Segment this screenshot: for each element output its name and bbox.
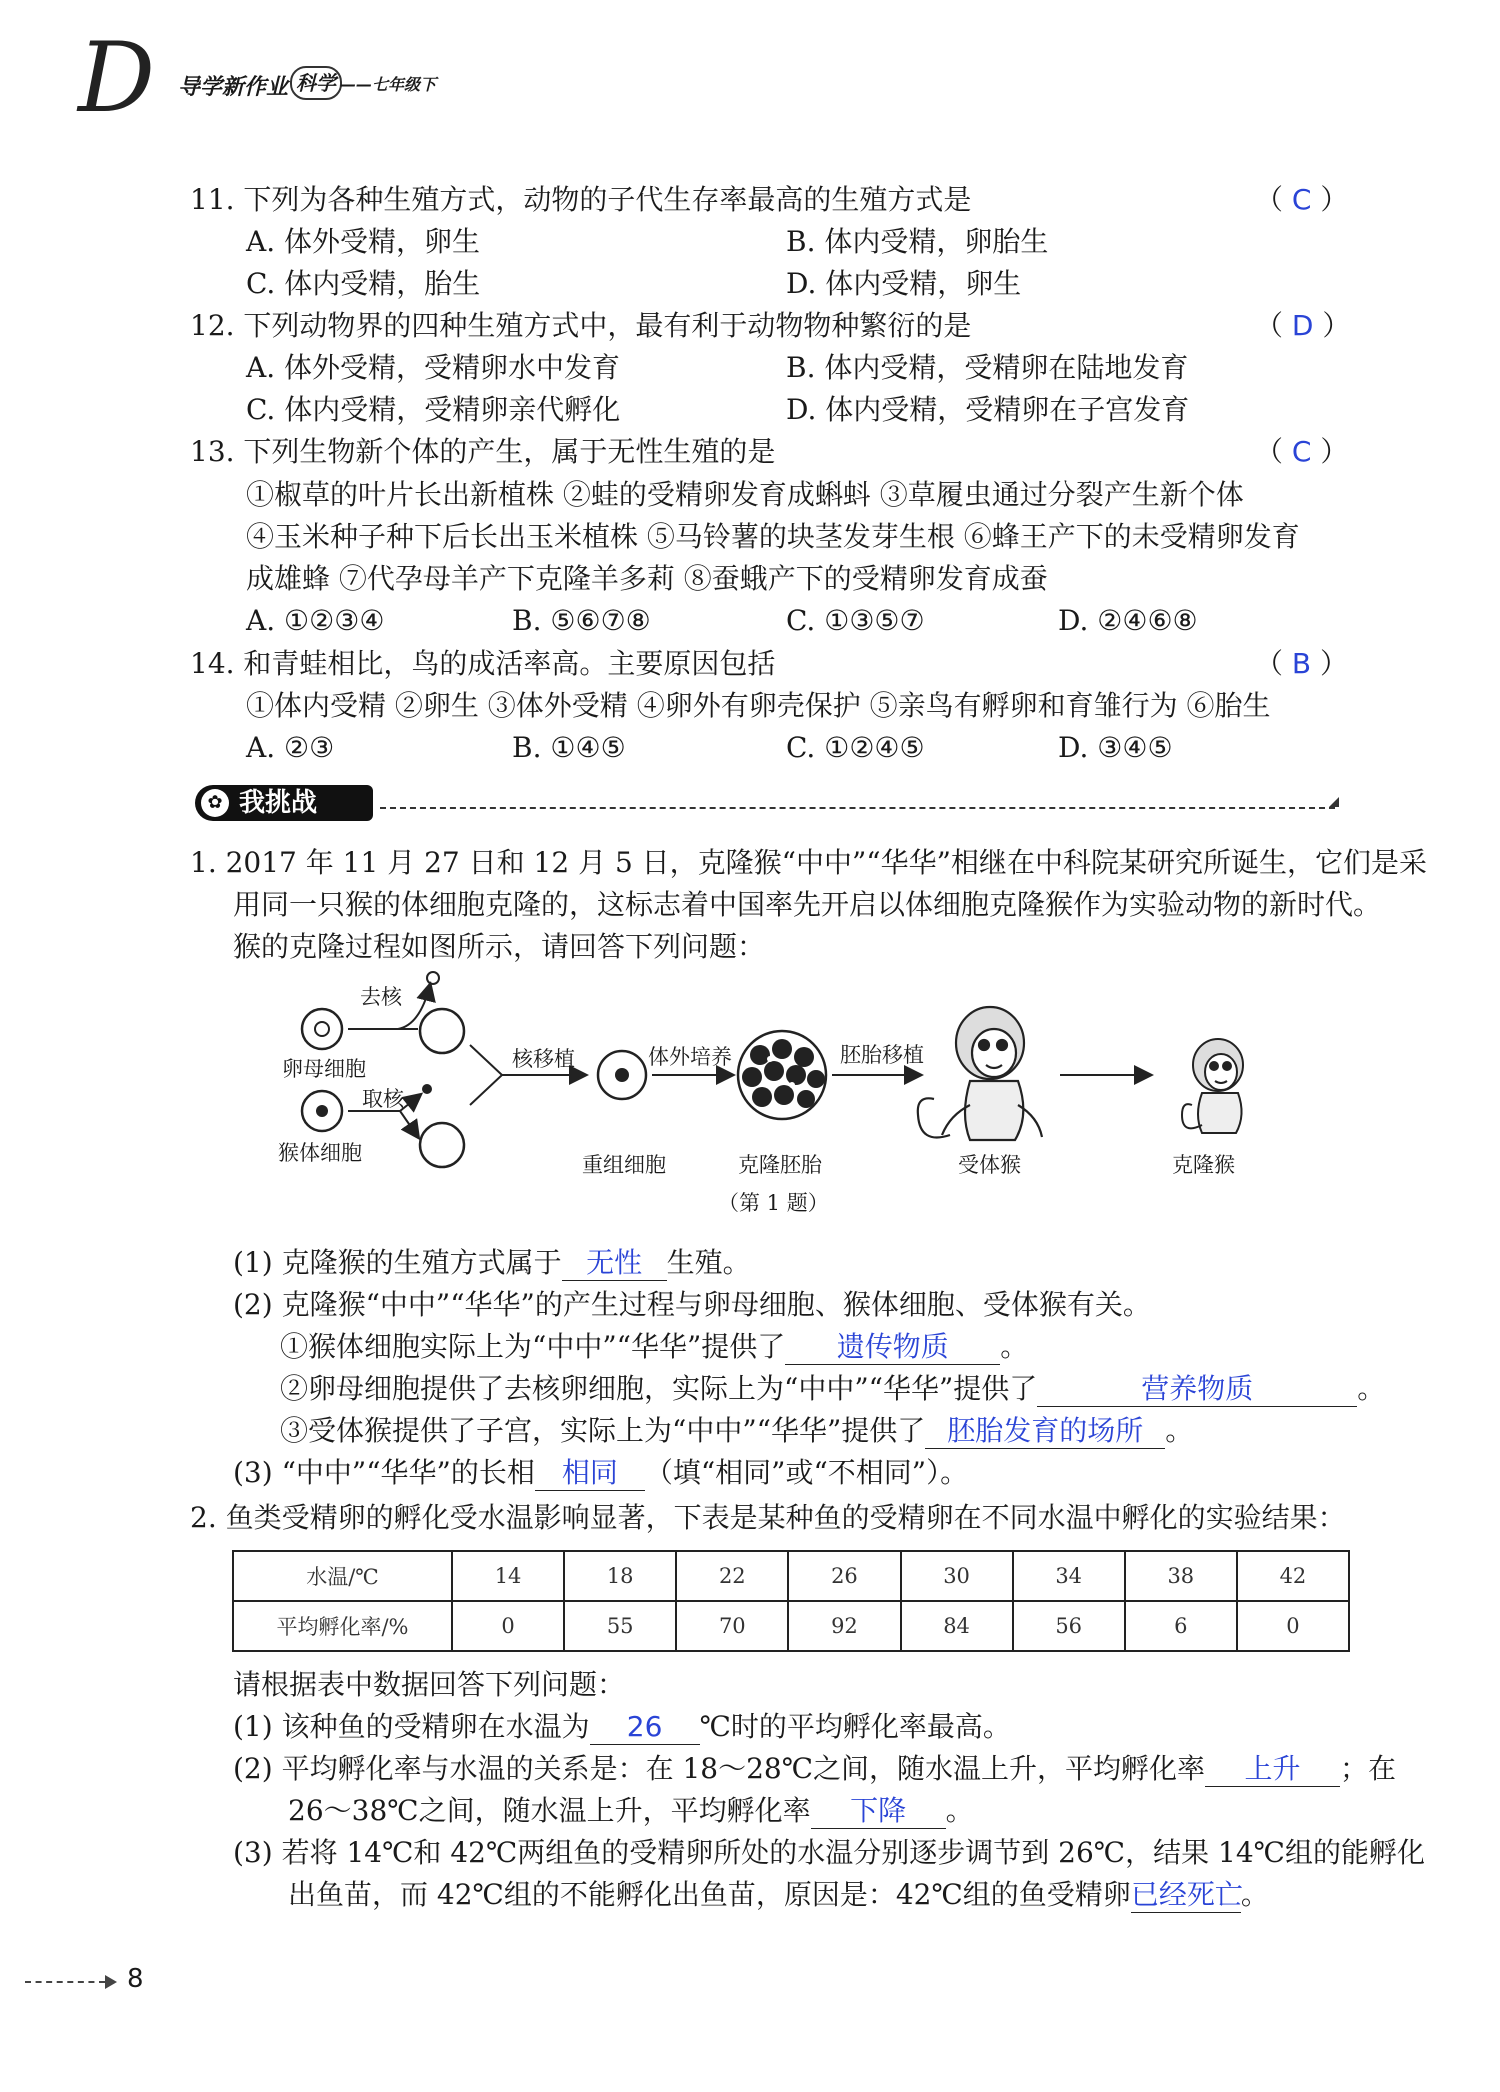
label-recipient-monkey: 受体猴 — [958, 1153, 1021, 1177]
challenge-1-q2b — [280, 1369, 1385, 1409]
option: C. 体内受精，受精卵亲代孵化 — [246, 393, 621, 426]
challenge-1-q2c — [280, 1411, 1193, 1451]
c2-q2-suffix: 。 — [945, 1794, 974, 1827]
challenge-1-q2a — [280, 1327, 1028, 1367]
q2c-answer-blank[interactable]: 胚胎发育的场所 — [925, 1414, 1165, 1449]
table-cell: 22 — [676, 1551, 788, 1601]
table-cell: 55 — [564, 1601, 676, 1651]
c2-q2-mid: ；在 — [1340, 1752, 1397, 1785]
question-stem: 11. 下列为各种生殖方式，动物的子代生存率最高的生殖方式是 — [190, 183, 972, 216]
recipient-monkey — [918, 1007, 1042, 1140]
table-header-temperature: 水温/℃ — [233, 1551, 452, 1601]
c2-q1-suffix: ℃时的平均孵化率最高。 — [699, 1710, 1011, 1743]
section-title-pill — [195, 785, 373, 821]
table-cell: 18 — [564, 1551, 676, 1601]
label-take-nucleus: 取核 — [362, 1087, 404, 1111]
answer-bracket-11: （ C ） — [1255, 183, 1349, 216]
subject-label: 科学 — [296, 71, 336, 95]
challenge-1-intro-line: 1. 2017 年 11 月 27 日和 12 月 5 日，克隆猴“中中”“华华”相继在中科院某研究所诞生，它们是采 — [190, 846, 1427, 879]
merge-lines — [470, 1045, 502, 1105]
logo-letter: D — [78, 22, 155, 134]
label-monkey-cell: 猴体细胞 — [278, 1141, 362, 1165]
label-recombined-cell: 重组细胞 — [582, 1153, 666, 1177]
table-cell: 34 — [1013, 1551, 1125, 1601]
question-14 — [190, 644, 775, 684]
table-header-hatching-rate: 平均孵化率/% — [233, 1601, 452, 1651]
challenge-1-q3 — [233, 1453, 968, 1493]
section-divider — [380, 807, 1335, 809]
option: A. ①②③④ — [246, 604, 385, 637]
label-cloned-embryo: 克隆胚胎 — [738, 1153, 822, 1177]
option: B. 体内受精，受精卵在陆地发育 — [786, 351, 1189, 384]
c2-q2-answer-b-blank[interactable]: 下降 — [811, 1794, 946, 1829]
remaining-somatic-cell — [420, 1123, 464, 1167]
option: C. ①②④⑤ — [786, 731, 925, 764]
question-stem: 12. 下列动物界的四种生殖方式中，最有利于动物物种繁衍的是 — [190, 309, 972, 342]
table-cell: 6 — [1125, 1601, 1237, 1651]
question-stem: 13. 下列生物新个体的产生，属于无性生殖的是 — [190, 435, 776, 468]
label-egg-cell: 卵母细胞 — [282, 1057, 366, 1081]
option: C. 体内受精，胎生 — [246, 267, 481, 300]
question-11 — [190, 180, 971, 220]
remaining-cell-arrow — [400, 1111, 418, 1137]
challenge-2-q3-line2 — [288, 1875, 1269, 1915]
q2a-suffix: 。 — [1000, 1330, 1029, 1363]
question-12 — [190, 306, 971, 346]
q2a-answer-blank[interactable]: 遗传物质 — [785, 1330, 1000, 1365]
q2c-suffix: 。 — [1165, 1414, 1194, 1447]
footer-arrow-icon — [105, 1975, 117, 1989]
table-cell: 0 — [1237, 1601, 1349, 1651]
q3-prefix: (3) “中中”“华华”的长相 — [233, 1456, 535, 1489]
question-item: 成雄蜂 ⑦代孕母羊产下克隆羊多莉 ⑧蚕蛾产下的受精卵发育成蚕 — [246, 562, 1048, 595]
q2c-prefix: ③受体猴提供了子宫，实际上为“中中”“华华”提供了 — [280, 1414, 926, 1447]
option: D. 体内受精，受精卵在子宫发育 — [786, 393, 1190, 426]
monkey-somatic-cell — [302, 1091, 342, 1131]
label-embryo-transfer: 胚胎移植 — [840, 1043, 924, 1067]
table-cell: 84 — [901, 1601, 1013, 1651]
clone-monkey — [1182, 1039, 1243, 1133]
question-item: ①椒草的叶片长出新植株 ②蛙的受精卵发育成蝌蚪 ③草履虫通过分裂产生新个体 — [246, 478, 1244, 511]
footer — [25, 1964, 165, 1998]
challenge-2-q2-line2 — [288, 1791, 974, 1831]
option: C. ①③⑤⑦ — [786, 604, 925, 637]
q3-answer-blank[interactable]: 相同 — [535, 1456, 645, 1491]
figure-caption: （第 1 题） — [718, 1191, 829, 1215]
label-nuclear-transfer: 核移植 — [512, 1047, 575, 1071]
header-title: 导学新作业 — [178, 75, 289, 100]
answer-14: B — [1291, 647, 1312, 680]
label-in-vitro: 体外培养 — [648, 1045, 732, 1069]
q1-prefix: (1) 克隆猴的生殖方式属于 — [233, 1246, 562, 1279]
c2-q2-prefix: (2) 平均孵化率与水温的关系是：在 18～28℃之间，随水温上升，平均孵化率 — [233, 1752, 1206, 1785]
option: A. ②③ — [246, 731, 335, 764]
footer-dashed-line — [25, 1981, 105, 1983]
removed-nucleus — [427, 972, 439, 984]
table-cell: 70 — [676, 1601, 788, 1651]
answer-13: C — [1291, 435, 1312, 468]
option: B. 体内受精，卵胎生 — [786, 225, 1049, 258]
answer-bracket-13: （ C ） — [1255, 435, 1349, 468]
table-cell: 30 — [901, 1551, 1013, 1601]
answer-bracket-12: （ D ） — [1255, 309, 1351, 342]
answer-12: D — [1291, 309, 1314, 342]
grade-label: ——七年级下 — [340, 75, 437, 94]
egg-cell — [302, 1009, 342, 1049]
q2b-suffix: 。 — [1357, 1372, 1386, 1405]
cloned-embryo — [738, 1031, 826, 1119]
c2-q2-line2-prefix: 26～38℃之间，随水温上升，平均孵化率 — [288, 1794, 811, 1827]
c2-q1-answer-blank[interactable]: 26 — [590, 1710, 700, 1745]
table-cell: 14 — [452, 1551, 564, 1601]
question-item: ①体内受精 ②卵生 ③体外受精 ④卵外有卵壳保护 ⑤亲鸟有孵卵和育雏行为 ⑥胎生 — [246, 689, 1271, 722]
challenge-1-intro-line: 用同一只猴的体细胞克隆的，这标志着中国率先开启以体细胞克隆猴作为实验动物的新时代。 — [233, 888, 1382, 921]
cloning-diagram-svg — [270, 965, 1290, 1220]
label-remove-nucleus: 去核 — [360, 985, 402, 1009]
answer-bracket-14: （ B ） — [1255, 647, 1349, 680]
c2-q2-answer-a-blank[interactable]: 上升 — [1205, 1752, 1340, 1787]
q2b-answer-blank[interactable]: 营养物质 — [1037, 1372, 1357, 1407]
q2a-prefix: ①猴体细胞实际上为“中中”“华华”提供了 — [280, 1330, 786, 1363]
c2-q3-answer-blank[interactable]: 已经死亡 — [1130, 1878, 1243, 1911]
question-13 — [190, 432, 775, 472]
challenge-2-q3: (3) 若将 14℃和 42℃两组鱼的受精卵所处的水温分别逐步调节到 26℃，结果 14℃组的能孵化 — [233, 1836, 1425, 1869]
divider-corner-icon — [1329, 797, 1339, 807]
option: D. ②④⑥⑧ — [1058, 604, 1198, 637]
header — [78, 22, 498, 134]
table-cell: 26 — [788, 1551, 900, 1601]
table-cell: 0 — [452, 1601, 564, 1651]
challenge-1-q2-intro: (2) 克隆猴“中中”“华华”的产生过程与卵母细胞、猴体细胞、受体猴有关。 — [233, 1288, 1151, 1321]
hatching-rate-table — [232, 1550, 1350, 1652]
subject-badge — [290, 66, 342, 100]
q1-suffix: 生殖。 — [666, 1246, 751, 1279]
label-clone-monkey: 克隆猴 — [1172, 1153, 1235, 1177]
option: A. 体外受精，受精卵水中发育 — [246, 351, 621, 384]
section-title: 我挑战 — [239, 788, 318, 818]
c2-q1-prefix: (1) 该种鱼的受精卵在水温为 — [233, 1710, 590, 1743]
c2-q3-suffix: 。 — [1240, 1878, 1269, 1911]
question-stem: 14. 和青蛙相比，鸟的成活率高。主要原因包括 — [190, 647, 776, 680]
option: D. ③④⑤ — [1058, 731, 1173, 764]
enucleated-egg — [420, 1009, 464, 1053]
q1-answer-blank[interactable]: 无性 — [562, 1246, 667, 1281]
cloning-diagram — [270, 965, 1290, 1220]
question-item: ④玉米种子种下后长出玉米植株 ⑤马铃薯的块茎发芽生根 ⑥蜂王产下的未受精卵发育 — [246, 520, 1300, 553]
challenge-1-intro-line: 猴的克隆过程如图所示，请回答下列问题： — [233, 930, 766, 963]
c2-q3-prefix: 出鱼苗，而 42℃组的不能孵化出鱼苗，原因是：42℃组的鱼受精卵 — [288, 1878, 1131, 1911]
option: B. ⑤⑥⑦⑧ — [512, 604, 651, 637]
q3-suffix: （填“相同”或“不相同”）。 — [644, 1456, 969, 1489]
q2b-prefix: ②卵母细胞提供了去核卵细胞，实际上为“中中”“华华”提供了 — [280, 1372, 1038, 1405]
challenge-2-intro: 2. 鱼类受精卵的孵化受水温影响显著，下表是某种鱼的受精卵在不同水温中孵化的实验结果： — [190, 1501, 1346, 1534]
page-number: 8 — [127, 1964, 144, 1994]
challenge-1-q1 — [233, 1243, 751, 1283]
table-cell: 38 — [1125, 1551, 1237, 1601]
table-row — [233, 1551, 1349, 1601]
table-row — [233, 1601, 1349, 1651]
lightbulb-icon: ✿ — [201, 789, 229, 817]
table-cell: 42 — [1237, 1551, 1349, 1601]
answer-11: C — [1291, 183, 1312, 216]
table-cell: 56 — [1013, 1601, 1125, 1651]
challenge-2-q2 — [233, 1749, 1396, 1789]
table-cell: 92 — [788, 1601, 900, 1651]
option: B. ①④⑤ — [512, 731, 626, 764]
challenge-2-q1 — [233, 1707, 1011, 1747]
option: D. 体内受精，卵生 — [786, 267, 1022, 300]
option: A. 体外受精，卵生 — [246, 225, 481, 258]
extracted-nucleus — [422, 1084, 432, 1094]
recombined-cell — [598, 1051, 646, 1099]
section-banner — [195, 785, 1345, 825]
challenge-2-lead: 请根据表中数据回答下列问题： — [233, 1668, 626, 1701]
